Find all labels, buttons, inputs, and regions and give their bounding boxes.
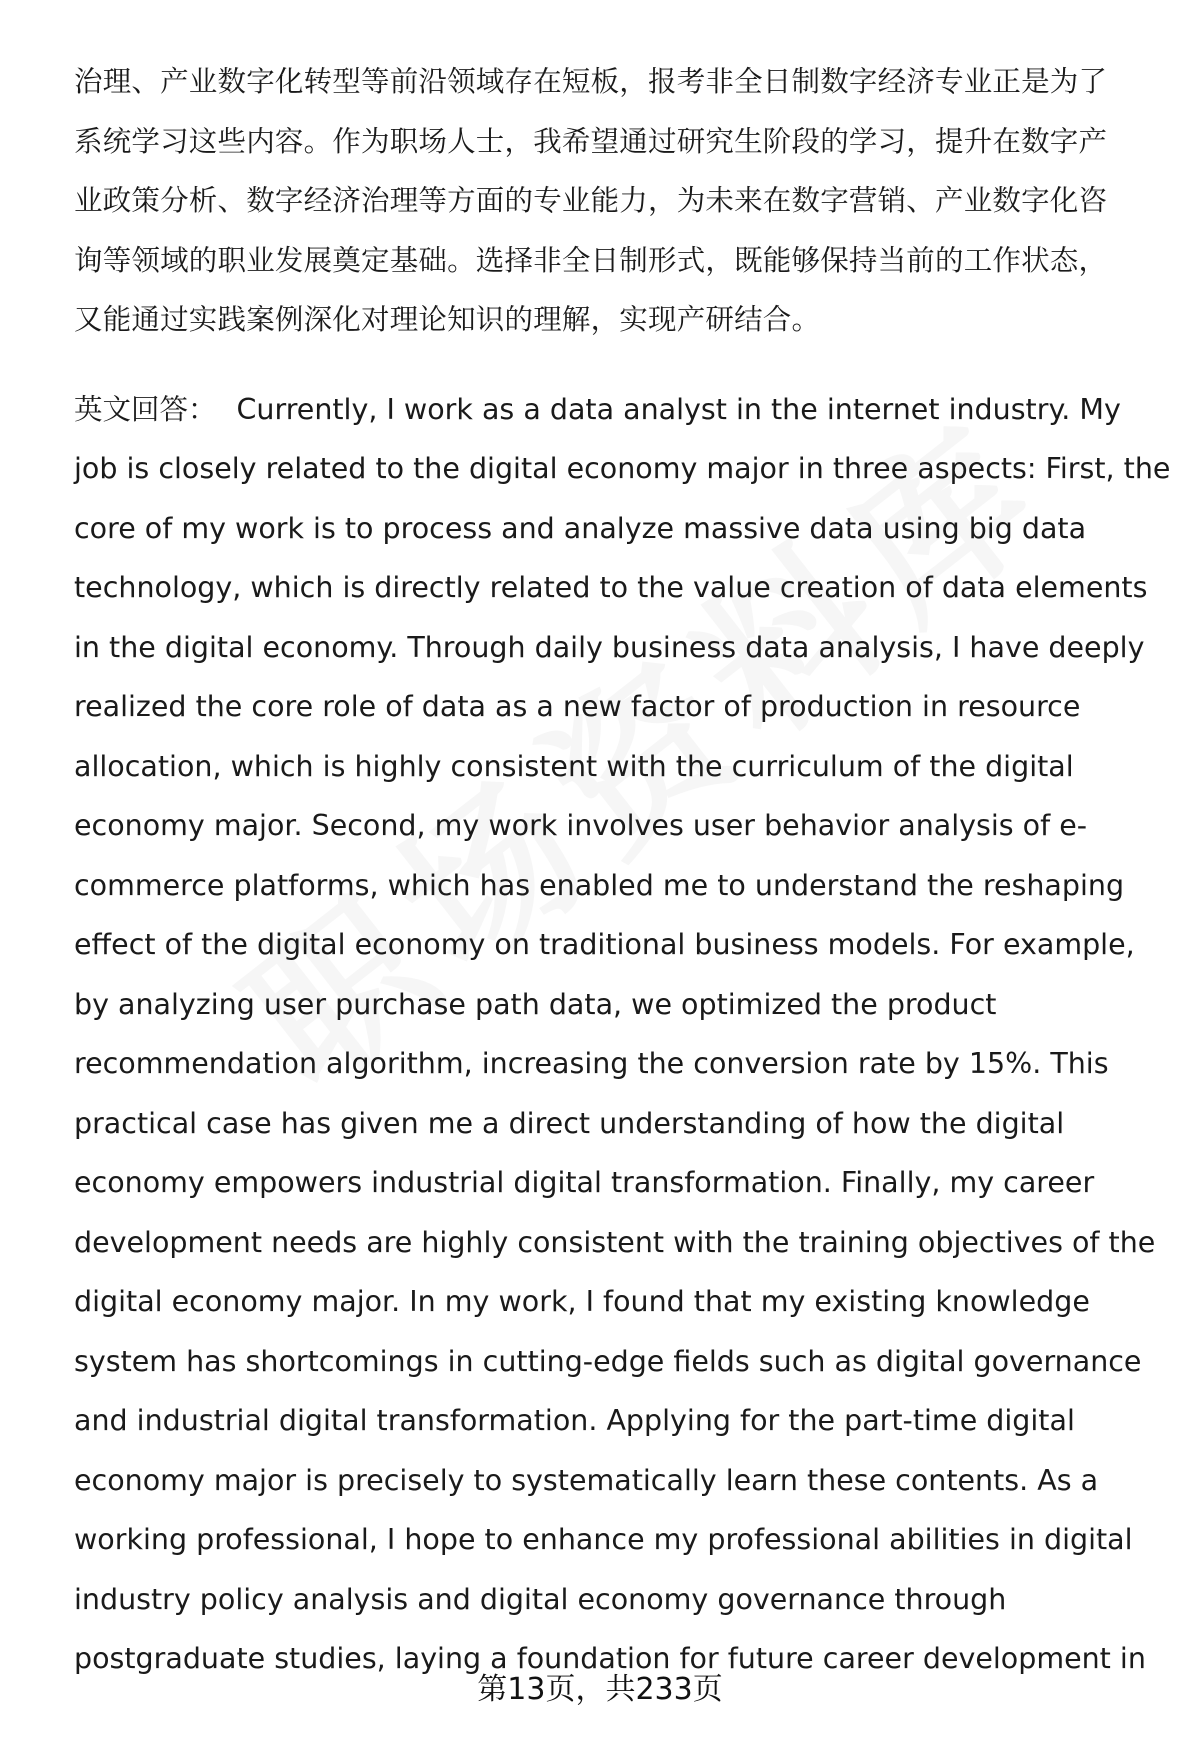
english-line: economy major is precisely to systematically learn these contents. As a: [74, 1463, 1099, 1497]
english-line: economy major. Second, my work involves user behavior analysis of e-: [74, 809, 1088, 842]
english-answer-label: 英文回答：: [74, 392, 217, 426]
chinese-line: 治理、产业数字化转型等前沿领域存在短板，报考非全日制数字经济专业正是为了: [74, 65, 1108, 98]
page-content: [74, 52, 1171, 1689]
english-line: system has shortcomings in cutting-edge fields such as digital governance: [74, 1344, 1142, 1378]
chinese-line: 业政策分析、数字经济治理等方面的专业能力，为未来在数字营销、产业数字化咨: [74, 184, 1108, 217]
english-line: and industrial digital transformation. Applying for the part-time digital: [74, 1404, 1075, 1437]
english-line: job is closely related to the digital economy major in three aspects: First, the: [74, 452, 1171, 485]
english-line: practical case has given me a direct understanding of how the digital: [74, 1106, 1065, 1140]
english-line: digital economy major. In my work, I found that my existing knowledge: [74, 1285, 1090, 1318]
english-line: postgraduate studies, laying a foundation for future career development in: [74, 1642, 1146, 1675]
english-line: economy empowers industrial digital transformation. Finally, my career: [74, 1166, 1095, 1199]
chinese-line: 系统学习这些内容。作为职场人士，我希望通过研究生阶段的学习，提升在数字产: [74, 124, 1108, 158]
chinese-paragraph: [74, 52, 1134, 350]
english-line: working professional, I hope to enhance my professional abilities in digital: [74, 1523, 1133, 1556]
page-number-footer: 第13页，共233页: [477, 1672, 723, 1707]
english-first-line: [74, 380, 1134, 440]
english-line: allocation, which is highly consistent with the curriculum of the digital: [74, 749, 1074, 783]
english-line: effect of the digital economy on traditional business models. For example,: [74, 928, 1135, 961]
english-line: realized the core role of data as a new factor of production in resource: [74, 690, 1081, 723]
english-paragraph: [74, 380, 1171, 1689]
english-line: commerce platforms, which has enabled me to understand the reshaping: [74, 868, 1125, 902]
english-line: recommendation algorithm, increasing the conversion rate by 15%. This: [74, 1047, 1109, 1080]
english-line: core of my work is to process and analyze massive data using big data: [74, 511, 1087, 545]
chinese-line: 询等领域的职业发展奠定基础。选择非全日制形式，既能够保持当前的工作状态，: [74, 243, 1108, 277]
english-line-text: Currently, I work as a data analyst in the internet industry. My: [236, 392, 1121, 426]
english-line: industry policy analysis and digital economy governance through: [74, 1582, 1007, 1616]
english-line: in the digital economy. Through daily business data analysis, I have deeply: [74, 630, 1145, 664]
english-line: technology, which is directly related to the value creation of data elements: [74, 571, 1148, 604]
english-line: by analyzing user purchase path data, we optimized the product: [74, 987, 997, 1021]
english-line: development needs are highly consistent with the training objectives of the: [74, 1225, 1156, 1259]
chinese-line: 又能通过实践案例深化对理论知识的理解，实现产研结合。: [74, 303, 821, 336]
